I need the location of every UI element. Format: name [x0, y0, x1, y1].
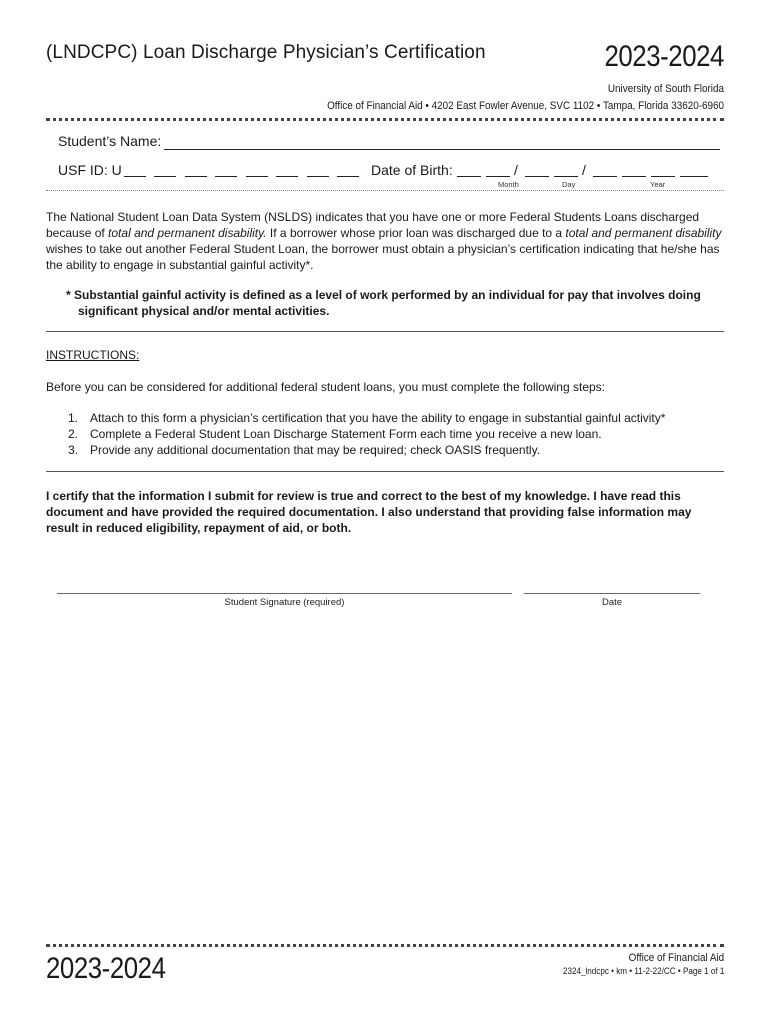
dob-month-field[interactable]	[486, 164, 510, 177]
section-divider	[46, 471, 724, 472]
step-text: Attach to this form a physician’s certification that you have the ability to engage in substantial gainful activity*	[90, 411, 666, 425]
usf-id-digit	[276, 164, 298, 177]
step-number: 1.	[68, 411, 79, 425]
section-divider	[46, 331, 724, 332]
footer-form-code: 2324_lndcpc • km • 11-2-22/CC • Page 1 of 1	[562, 966, 724, 976]
usf-id-digit	[154, 164, 176, 177]
intro-text: The National Student Loan Data System (NSLDS) indicates that you have one or more Federal Students Loans discharged because of	[46, 210, 700, 240]
student-signature-caption: Student Signature (required)	[224, 597, 345, 608]
dob-day-field[interactable]	[554, 164, 578, 177]
dob-slash: /	[514, 162, 518, 178]
office-address: Office of Financial Aid • 4202 East Fowler Avenue, SVC 1102 • Tampa, Florida 33620-6960	[327, 100, 724, 112]
student-signature-line[interactable]	[57, 593, 512, 594]
usf-id-digit	[307, 164, 329, 177]
dob-day-caption: Day	[562, 180, 576, 189]
instruction-step	[46, 426, 726, 442]
intro-text: If a borrower whose prior loan was discharged due to a	[266, 226, 566, 240]
usf-id-digit	[124, 164, 146, 177]
university-name: University of South Florida	[607, 83, 724, 95]
instructions-lead: Before you can be considered for additional federal student loans, you must complete the following steps:	[46, 380, 606, 394]
step-number: 3.	[68, 443, 79, 457]
footer-office-name: Office of Financial Aid	[628, 952, 724, 964]
award-year: 2023-2024	[604, 40, 724, 73]
dob-year-field[interactable]	[593, 164, 617, 177]
date-caption: Date	[601, 597, 623, 608]
step-text: Provide any additional documentation that may be required; check OASIS frequently.	[90, 443, 541, 457]
certification-statement: I certify that the information I submit for review is true and correct to the best of my knowledge. I have read this document and have provided the required documentation. I also understand that providing false information may result in reduced eligibility, repayment of aid, or both.	[46, 489, 692, 535]
date-signature-line[interactable]	[524, 593, 700, 594]
usf-id-digit	[215, 164, 237, 177]
dob-slash: /	[582, 162, 586, 178]
dob-year-caption: Year	[650, 180, 666, 189]
dob-year-field[interactable]	[651, 164, 675, 177]
intro-paragraph	[46, 209, 726, 273]
instruction-step	[46, 410, 726, 426]
header-dotted-divider	[46, 118, 724, 121]
intro-emphasis: total and permanent disability	[565, 226, 722, 240]
dob-month-field[interactable]	[457, 164, 481, 177]
intro-text: wishes to take out another Federal Student Loan, the borrower must obtain a physician’s certification indicating that he/she has the ability to engage in substantial gainful activity*.	[46, 242, 720, 272]
intro-emphasis: total and permanent disability.	[108, 226, 267, 240]
usf-id-label: USF ID: U	[58, 162, 122, 178]
instruction-step	[46, 442, 726, 458]
dob-day-field[interactable]	[525, 164, 549, 177]
usf-id-digit	[185, 164, 207, 177]
usf-id-digit	[337, 164, 359, 177]
usf-id-field[interactable]	[124, 164, 364, 178]
step-text: Complete a Federal Student Loan Discharge Statement Form each time you receive a new loan.	[90, 427, 602, 441]
dob-month-caption: Month	[498, 180, 519, 189]
step-number: 2.	[68, 427, 79, 441]
student-name-label: Student’s Name:	[58, 133, 162, 149]
dob-label: Date of Birth:	[371, 162, 453, 178]
footnote-substantial-gainful-activity: * Substantial gainful activity is defined as a level of work performed by an individual for pay that involves doing significant physical and/or mental activities.	[66, 288, 701, 318]
footer-dotted-divider	[46, 944, 724, 947]
fields-divider	[46, 190, 724, 191]
student-name-field[interactable]	[164, 149, 720, 150]
instructions-heading: INSTRUCTIONS:	[46, 348, 140, 362]
dob-year-field[interactable]	[622, 164, 646, 177]
dob-year-field[interactable]	[680, 164, 708, 177]
instructions-list	[46, 410, 726, 458]
form-title: (LNDCPC) Loan Discharge Physician’s Certification	[46, 42, 486, 63]
usf-id-digit	[246, 164, 268, 177]
footer-award-year: 2023-2024	[46, 952, 166, 985]
